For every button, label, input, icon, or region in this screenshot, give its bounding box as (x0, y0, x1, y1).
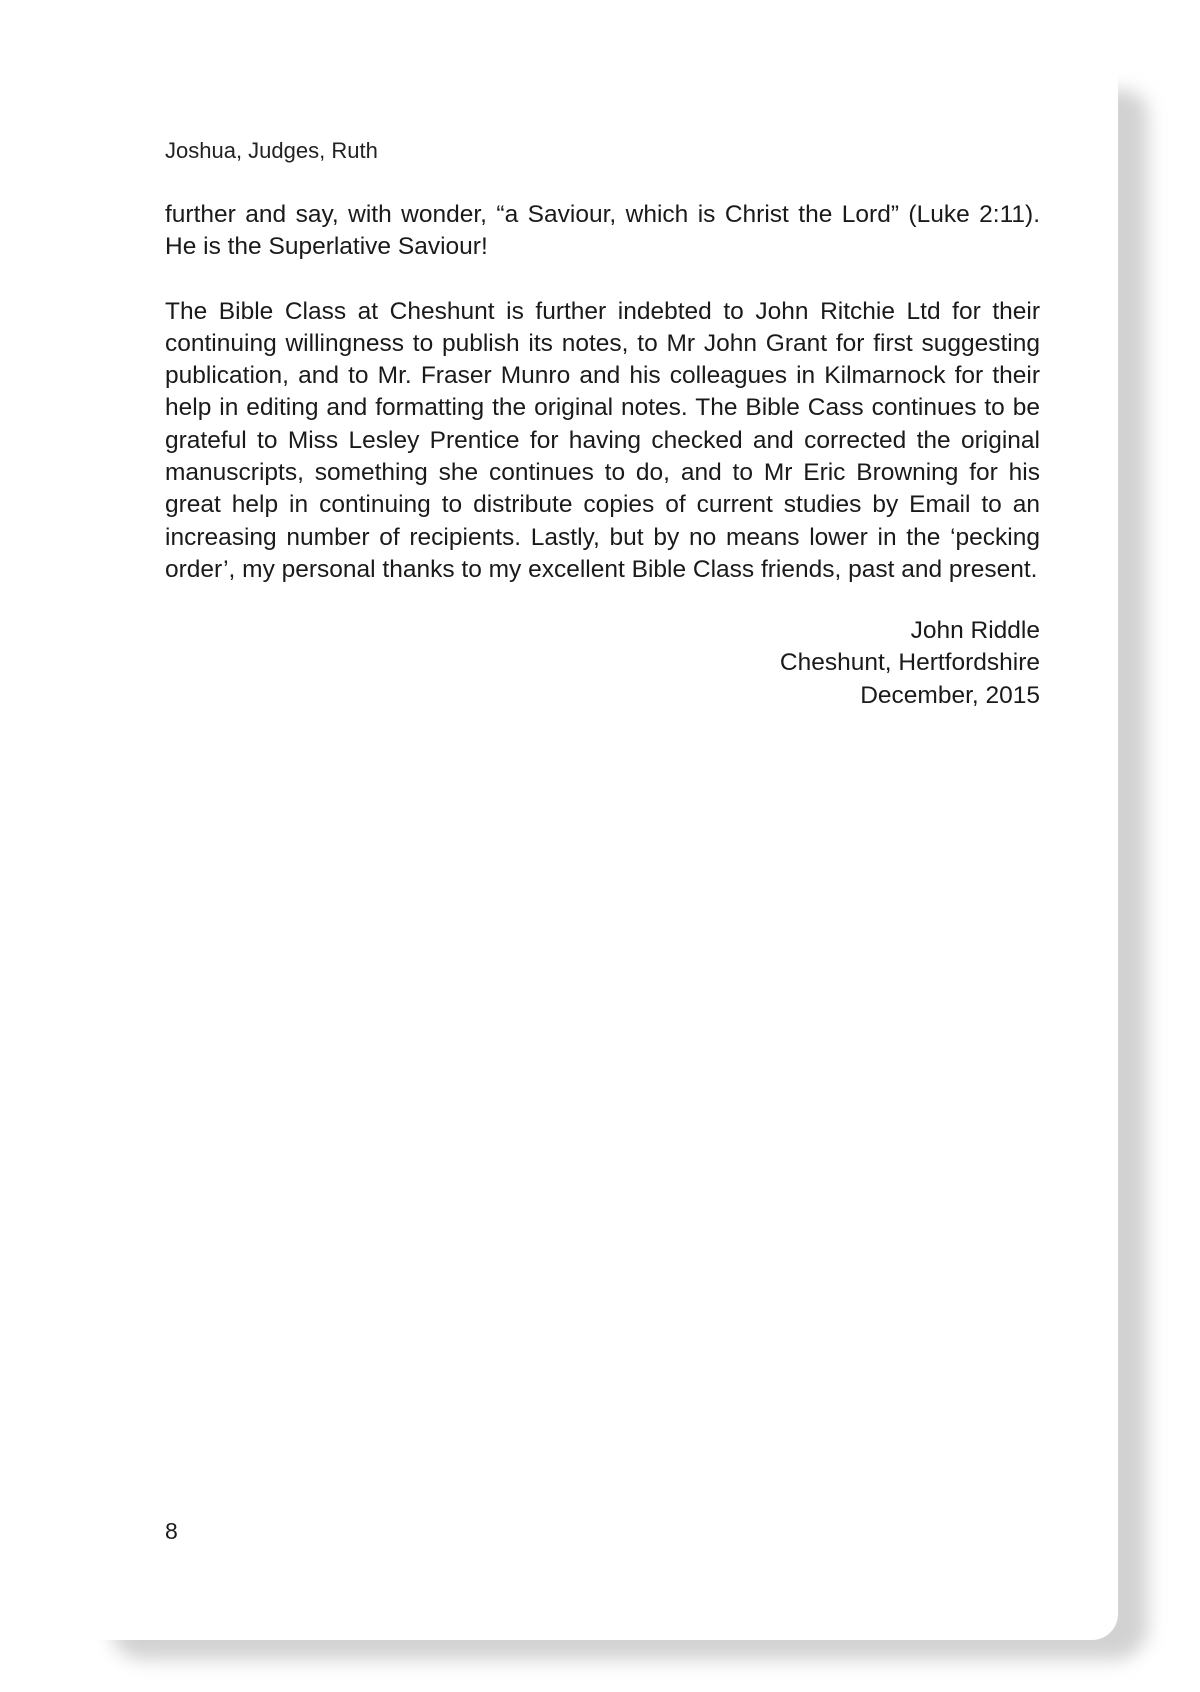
signature-date: December, 2015 (860, 681, 1040, 709)
signature-name: John Riddle (910, 617, 1040, 644)
paragraph-acknowledgements: The Bible Class at Cheshunt is further indebted to John Ritchie Ltd for their continuing willingness to publish its notes, to Mr John Grant for first suggesting publication, and to Mr. Fraser Munro and his colleagues in Kilmarnock for their help in editing and formatting the original notes. The Bible Cass continues to be grateful to Miss Lesley Prentice for having checked and corrected the original manuscripts, something she continues to do, and to Mr Eric Browning for his great help in continuing to distribute copies of current studies by Email to an increasing number of recipients. Lastly, but by no means lower in the ‘pecking order’, my personal thanks to my excellent Bible Class friends, past and present. (165, 297, 1040, 583)
signature-block (165, 615, 1040, 712)
running-header: Joshua, Judges, Ruth (165, 138, 378, 163)
signature-place: Cheshunt, Hertfordshire (779, 649, 1040, 677)
page-number: 8 (165, 1518, 178, 1544)
paragraph-continuation: further and say, with wonder, “a Saviour, which is Christ the Lord” (Luke 2:11). He is the Superlative Saviour! (165, 201, 1040, 261)
body-text (165, 199, 1040, 586)
